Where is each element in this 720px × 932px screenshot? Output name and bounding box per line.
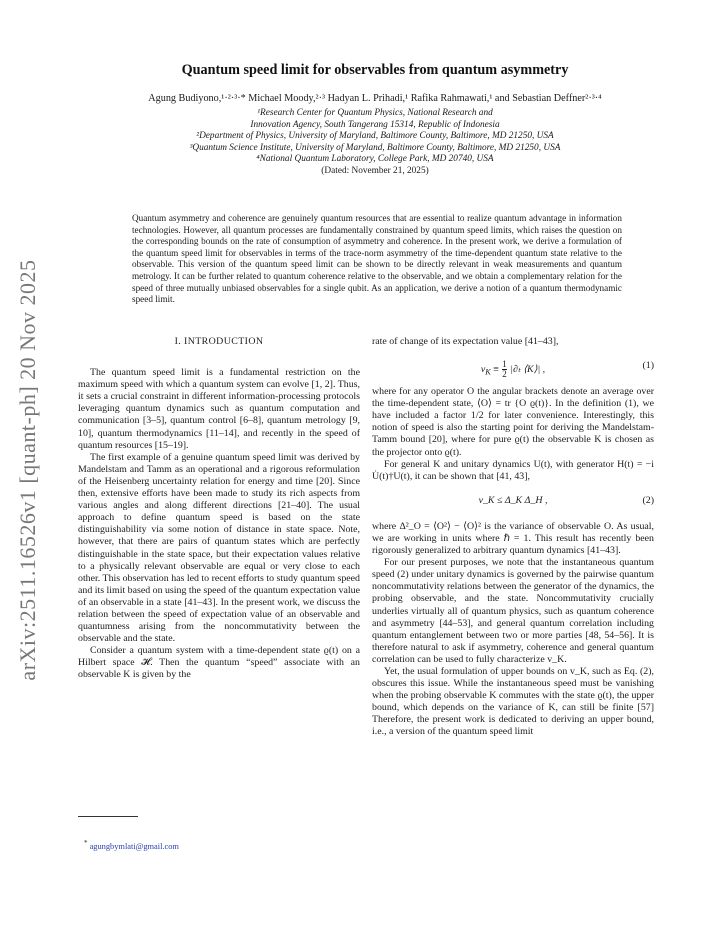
equation-1-number: (1): [642, 360, 654, 372]
left-column: [78, 336, 360, 682]
equation-1: [372, 356, 654, 378]
affiliation-line: ¹Research Center for Quantum Physics, National Research and: [257, 108, 493, 118]
paragraph: For our present purposes, we note that the instantaneous quantum speed (2) under unitary dynamics is governed by the pairwise quantum noncommutativity relations between the generator of the dynamics, the probing observable, and the state. Noncommutativity crucially underlies virtually all of quantum physics, such as quantum coherence and asymmetry [44–53], and general quantum correlation including quantum entanglement between two or more parties [48, 54–56]. It is therefore natural to ask if asymmetry, coherence and general quantum correlation can be used to fully characterize v_K.: [372, 557, 654, 665]
paragraph: Yet, the usual formulation of upper bounds on v_K, such as Eq. (2), obscures this issue. While the instantaneous speed must be vanishing when the probing observable K commutes with the state ϱ(t), the upper bound, which depends on the variance of K, can still be finite [57] Therefore, the present work is dedicated to deriving an upper bound, i.e., a version of the quantum speed limit: [372, 665, 654, 738]
author-email-link[interactable]: agungbymlati@gmail.com: [89, 841, 179, 851]
eq1-relation: ≡: [493, 363, 499, 375]
right-column: [372, 336, 654, 739]
paper-header: [70, 62, 680, 178]
eq1-fraction: [502, 360, 507, 379]
eq1-lhs: v: [480, 363, 486, 375]
paragraph: rate of change of its expectation value [41–43],: [372, 336, 559, 347]
eq1-sub: K: [485, 367, 491, 377]
arxiv-identifier: arXiv:2511.16526v1 [quant-ph] 20 Nov 2025: [15, 259, 40, 681]
footnote-rule: [78, 816, 138, 817]
paragraph: The first example of a genuine quantum speed limit was derived by Mandelstam and Tamm as an operational and a rigorous reformulation of the Heisenberg uncertainty relation for energy and time [20]. Since then, extensive efforts have been made to study its rich aspects from various angles and along different directions [21–40]. The usual approach to define quantum speed is based on the state distinguishability via some notion of distance in state space. Note, however, that there are pairs of quantum states which are perfectly distinguishable in the state space, but their expectation values relative to a physically relevant observable are equal or very close to each other. This observation has led to recent efforts to study quantum speed and its limit based on using the speed of the quantum expectation value of an observable in a state [41–43]. In the present work, we discuss the relation between the speed of expectation value of an observable and quantumness arising from the noncommutativity between the observable and the state.: [78, 451, 360, 645]
paragraph: The quantum speed limit is a fundamental restriction on the maximum speed with which a quantum system can evolve [1, 2]. Thus, it sets a crucial constraint in different information-processing protocols leveraging quantum dynamics such as quantum computation and communication [3–5], quantum control [6–8], quantum metrology [9, 10], quantum thermodynamics [11–14], and recently in the speed of quantum resources [15–19].: [78, 367, 360, 451]
footnote-mark: *: [84, 839, 88, 847]
equation-2: [372, 491, 654, 513]
equation-2-expression: v_K ≤ Δ_K Δ_H ,: [478, 494, 548, 506]
paragraph: where for any operator O the angular brackets denote an average over the time-dependent state, ⟨O⟩ = tr {O ϱ(t)}. In the definition (1), we have included a factor 1/2 for later convenience. Interestingly, this notion of speed is also the starting point for deriving the Mandelstam-Tamm bound [20], where for pure ϱ(t) the observable K is chosen as the projector onto ϱ(t).: [372, 386, 654, 458]
abstract: Quantum asymmetry and coherence are genuinely quantum resources that are essential to realize quantum advantage in information technologies. However, all quantum processes are fundamentally constrained by quantum speed limits, which raises the question on the corresponding bounds on the rate of consumption of asymmetry and coherence. In the present work, we derive a formulation of the quantum speed limit for observables in terms of the trace-norm asymmetry of the time-dependent quantum state relative to the observable. This version of the quantum speed limit can be shown to be directly relevant in weak measurements and quantum metrology. It can be further related to quantum coherence relative to the observable, and we obtain a complementary relation for the speed of three mutually unbiased observables for a single qubit. As an application, we derive a notion of a quantum thermodynamic speed limit.: [132, 213, 622, 305]
paragraph: where Δ²_O = ⟨O²⟩ − ⟨O⟩² is the variance of observable O. As usual, we are working in units where ℏ = 1. This result has recently been rigorously generalized to arbitrary quantum dynamics [41–43].: [372, 520, 654, 557]
dated-line: (Dated: November 21, 2025): [321, 165, 429, 176]
section-heading: I. INTRODUCTION: [174, 336, 264, 347]
affiliation-line: ²Department of Physics, University of Maryland, Baltimore County, Baltimore, MD 21250, USA: [196, 131, 554, 142]
paper-title: Quantum speed limit for observables from quantum asymmetry: [181, 62, 569, 78]
equation-2-number: (2): [642, 494, 654, 506]
author-list: Agung Budiyono,¹·²·³·* Michael Moody,²·³ Hadyan L. Prihadi,¹ Rafika Rahmawati,¹ and Sebastian Deffner²·³·⁴: [148, 93, 602, 104]
paragraph: Consider a quantum system with a time-dependent state ϱ(t) on a Hilbert space 𝓗. Then the quantum “speed” associate with an observable K is given by the: [78, 645, 360, 681]
arxiv-sidebar: [8, 259, 48, 681]
equation-1-expression: [372, 360, 654, 379]
affiliation-line: ⁴National Quantum Laboratory, College Park, MD 20740, USA: [256, 154, 494, 165]
footnote: [84, 839, 179, 851]
affiliation-line: Innovation Agency, South Tangerang 15314, Republic of Indonesia: [250, 119, 500, 130]
eq1-rhs: |∂ₜ ⟨K⟩| ,: [510, 363, 546, 375]
eq1-numerator: 1: [502, 359, 507, 370]
eq1-denominator: 2: [502, 369, 507, 380]
paragraph: For general K and unitary dynamics U(t), with generator H(t) = −i U̇(t)†U(t), it can be shown that [41, 43],: [372, 458, 654, 482]
affiliation-line: ³Quantum Science Institute, University of Maryland, Baltimore County, Baltimore, MD 21250, USA: [189, 142, 561, 153]
affiliation-list: [70, 108, 680, 166]
